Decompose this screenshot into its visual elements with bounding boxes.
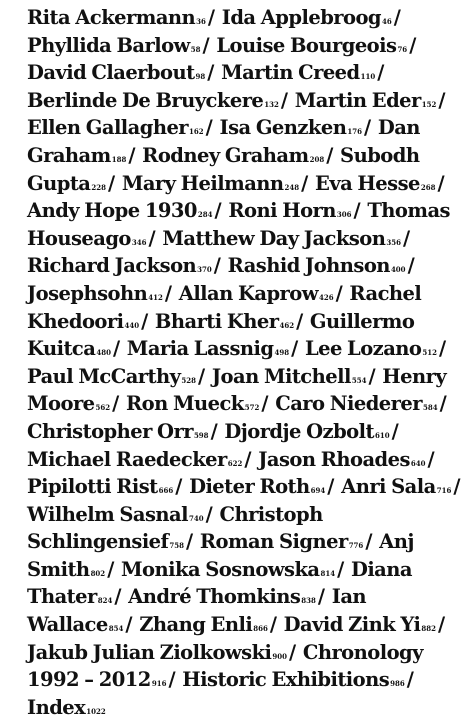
toc-entry-title: Andy Hope 1930 bbox=[27, 199, 197, 223]
toc-entry-page-number: 228 bbox=[91, 182, 106, 192]
toc-entry[interactable] bbox=[228, 199, 351, 222]
toc-entry[interactable] bbox=[126, 392, 259, 415]
toc-separator: / bbox=[205, 116, 213, 140]
toc-separator: / bbox=[164, 281, 172, 305]
toc-entry-page-number: 370 bbox=[197, 265, 212, 275]
toc-separator: / bbox=[261, 392, 268, 416]
toc-separator: / bbox=[353, 199, 361, 223]
toc-separator: / bbox=[377, 61, 384, 85]
toc-separator: / bbox=[205, 502, 213, 526]
toc-entry-page-number: 854 bbox=[108, 624, 124, 634]
toc-entry-page-number: 480 bbox=[96, 348, 111, 358]
toc-entry-page-number: 498 bbox=[274, 348, 290, 358]
toc-entry-title: David Claerbout bbox=[27, 61, 195, 85]
toc-entry-page-number: 916 bbox=[151, 679, 167, 689]
toc-separator: / bbox=[402, 226, 410, 250]
toc-entry[interactable] bbox=[179, 282, 334, 305]
toc-entry-page-number: 562 bbox=[95, 403, 111, 413]
toc-entry-title: Wilhelm Sasnal bbox=[27, 502, 189, 526]
toc-entry-title: Henry Moore bbox=[27, 364, 447, 416]
toc-entry-title: David Zink Yi bbox=[283, 613, 421, 637]
toc-entry[interactable] bbox=[315, 172, 436, 195]
toc-entry[interactable] bbox=[27, 696, 106, 719]
toc-separator: / bbox=[393, 6, 401, 29]
toc-entry-title: Joan Mitchell bbox=[211, 364, 351, 388]
toc-entry-title: Diana Thater bbox=[27, 557, 412, 609]
toc-entry-title: Bharti Kher bbox=[154, 309, 279, 333]
toc-entry[interactable] bbox=[27, 254, 212, 277]
toc-entry-page-number: 776 bbox=[348, 541, 364, 551]
toc-separator: / bbox=[439, 337, 446, 361]
toc-separator: / bbox=[439, 392, 447, 416]
toc-entry-title: Rachel Khedoori bbox=[27, 281, 422, 333]
toc-entry[interactable] bbox=[228, 254, 406, 277]
toc-separator: / bbox=[368, 364, 376, 388]
toc-entry[interactable] bbox=[128, 585, 316, 608]
toc-entry-title: Djordje Ozbolt bbox=[224, 419, 374, 443]
toc-entry[interactable] bbox=[275, 392, 437, 415]
toc-entry-title: Monika Sosnowska bbox=[121, 557, 320, 581]
table-of-contents bbox=[27, 6, 467, 723]
toc-entry-page-number: 46 bbox=[382, 17, 392, 26]
toc-separator: / bbox=[280, 88, 288, 112]
toc-separator: / bbox=[198, 364, 205, 388]
toc-entry-title: Louise Bourgeois bbox=[216, 33, 397, 57]
toc-entry-page-number: 622 bbox=[227, 458, 243, 468]
toc-separator: / bbox=[213, 254, 221, 278]
toc-entry[interactable] bbox=[127, 337, 289, 360]
toc-entry-title: André Thomkins bbox=[128, 585, 301, 609]
toc-entry-page-number: 284 bbox=[197, 210, 213, 220]
toc-separator: / bbox=[437, 613, 445, 637]
toc-entry-page-number: 188 bbox=[111, 154, 127, 164]
toc-entry-page-number: 346 bbox=[131, 237, 147, 247]
toc-entry-title: Anj Smith bbox=[27, 530, 414, 581]
toc-entry-title: Phyllida Barlow bbox=[27, 33, 190, 57]
toc-entry-page-number: 598 bbox=[193, 430, 209, 440]
toc-entry[interactable] bbox=[27, 61, 205, 84]
toc-entry[interactable] bbox=[220, 116, 363, 139]
toc-separator: / bbox=[128, 143, 135, 167]
toc-entry-page-number: 716 bbox=[436, 486, 452, 496]
toc-entry[interactable] bbox=[122, 172, 299, 195]
toc-entry-title: Matthew Day Jackson bbox=[162, 226, 386, 250]
toc-separator: / bbox=[437, 171, 445, 195]
toc-separator: / bbox=[301, 171, 308, 195]
toc-entry-title: Ron Mueck bbox=[125, 392, 244, 416]
toc-entry[interactable] bbox=[295, 89, 437, 112]
toc-entry[interactable] bbox=[27, 34, 201, 57]
toc-entry-page-number: 58 bbox=[190, 44, 201, 54]
toc-separator: / bbox=[289, 640, 296, 664]
toc-entry-title: Martin Eder bbox=[294, 88, 421, 112]
toc-entry[interactable] bbox=[139, 613, 268, 636]
toc-entry[interactable] bbox=[258, 448, 425, 471]
toc-separator: / bbox=[214, 199, 222, 223]
toc-separator: / bbox=[107, 557, 114, 581]
toc-entry[interactable] bbox=[284, 613, 436, 636]
toc-entry-title: Josephsohn bbox=[27, 281, 148, 305]
toc-separator: / bbox=[186, 530, 193, 554]
toc-separator: / bbox=[107, 171, 115, 195]
toc-separator: / bbox=[406, 668, 414, 692]
toc-entry-page-number: 814 bbox=[320, 568, 336, 578]
toc-entry[interactable] bbox=[182, 668, 405, 691]
toc-entry[interactable] bbox=[27, 116, 204, 139]
toc-entry-page-number: 412 bbox=[148, 292, 163, 302]
toc-entry-page-number: 610 bbox=[374, 430, 390, 440]
toc-separator: / bbox=[112, 392, 119, 416]
toc-entry-title: Michael Raedecker bbox=[27, 447, 227, 471]
toc-separator: / bbox=[125, 613, 132, 637]
toc-entry[interactable] bbox=[212, 365, 367, 388]
toc-separator: / bbox=[296, 309, 303, 333]
toc-entry-page-number: 554 bbox=[351, 375, 367, 385]
toc-entry-page-number: 740 bbox=[189, 513, 204, 523]
toc-entry-title: Dieter Roth bbox=[189, 475, 310, 499]
toc-entry-title: Allan Kaprow bbox=[178, 281, 318, 305]
toc-entry-page-number: 36 bbox=[196, 17, 206, 26]
toc-separator: / bbox=[317, 585, 325, 609]
toc-entry[interactable] bbox=[155, 310, 294, 333]
toc-entry-title: Index bbox=[27, 695, 86, 719]
toc-separator: / bbox=[148, 226, 156, 250]
toc-entry-title: Jakub Julian Ziolkowski bbox=[27, 640, 272, 664]
toc-entry-title: Dan Graham bbox=[27, 116, 420, 167]
toc-separator: / bbox=[202, 33, 210, 57]
toc-entry-title: Caro Niederer bbox=[275, 392, 422, 416]
toc-separator: / bbox=[141, 309, 148, 333]
toc-entry[interactable] bbox=[27, 199, 213, 222]
toc-entry[interactable] bbox=[27, 448, 242, 471]
toc-entry[interactable] bbox=[27, 89, 279, 112]
toc-entry-title: Subodh Gupta bbox=[27, 143, 420, 195]
toc-entry-title: Martin Creed bbox=[221, 61, 360, 85]
toc-separator: / bbox=[364, 116, 371, 140]
toc-entry-title: Richard Jackson bbox=[27, 254, 197, 278]
toc-entry-page-number: 666 bbox=[158, 486, 174, 496]
toc-entry-title: Ian Wallace bbox=[27, 585, 367, 637]
toc-entry-page-number: 986 bbox=[390, 679, 405, 689]
toc-entry[interactable] bbox=[121, 558, 335, 581]
toc-entry[interactable] bbox=[216, 34, 407, 57]
toc-entry-page-number: 572 bbox=[244, 403, 260, 413]
toc-separator: / bbox=[327, 475, 334, 499]
toc-entry-page-number: 132 bbox=[264, 99, 279, 109]
toc-entry-page-number: 824 bbox=[97, 596, 113, 606]
toc-entry-title: Isa Genzken bbox=[219, 116, 347, 140]
toc-entry-title: Guillermo Kuitca bbox=[27, 309, 415, 361]
toc-entry-page-number: 176 bbox=[347, 127, 363, 137]
toc-separator: / bbox=[438, 88, 445, 112]
toc-entry-title: Berlinde De Bruyckere bbox=[27, 88, 264, 112]
toc-entry-page-number: 426 bbox=[318, 292, 334, 302]
toc-separator: / bbox=[453, 475, 460, 499]
toc-entry-page-number: 838 bbox=[301, 596, 316, 606]
toc-separator: / bbox=[269, 613, 277, 637]
toc-separator: / bbox=[291, 337, 298, 361]
toc-separator: / bbox=[114, 585, 121, 609]
toc-entry-page-number: 162 bbox=[189, 127, 204, 137]
toc-entry-title: Rodney Graham bbox=[142, 143, 309, 167]
toc-entry[interactable] bbox=[221, 61, 375, 84]
toc-separator: / bbox=[175, 475, 182, 499]
toc-entry-title: Christopher Orr bbox=[27, 419, 193, 443]
toc-separator: / bbox=[427, 447, 435, 471]
toc-entry-page-number: 462 bbox=[279, 320, 295, 330]
toc-separator: / bbox=[409, 33, 416, 57]
toc-entry[interactable] bbox=[341, 475, 451, 498]
toc-separator: / bbox=[207, 61, 214, 85]
toc-separator: / bbox=[365, 530, 372, 554]
toc-entry[interactable] bbox=[27, 641, 287, 664]
toc-entry-title: Jason Rhoades bbox=[258, 447, 410, 471]
toc-entry[interactable] bbox=[200, 530, 363, 553]
toc-entry-page-number: 528 bbox=[181, 375, 197, 385]
toc-entry[interactable] bbox=[162, 227, 401, 250]
toc-separator: / bbox=[337, 557, 344, 581]
toc-entry-title: Historic Exhibitions bbox=[182, 668, 390, 692]
toc-separator: / bbox=[168, 668, 176, 692]
toc-entry[interactable] bbox=[27, 420, 209, 443]
toc-entry-title: Maria Lassnig bbox=[126, 337, 274, 361]
toc-entry-page-number: 512 bbox=[422, 348, 437, 358]
toc-entry-title: Roman Signer bbox=[199, 530, 348, 554]
toc-entry[interactable] bbox=[27, 475, 173, 498]
toc-entry[interactable] bbox=[27, 282, 163, 305]
toc-separator: / bbox=[112, 337, 120, 361]
toc-entry-title: Eva Hesse bbox=[315, 171, 420, 195]
toc-separator: / bbox=[335, 281, 343, 305]
toc-entry-page-number: 866 bbox=[253, 624, 268, 634]
toc-entry-page-number: 356 bbox=[386, 237, 401, 247]
toc-separator: / bbox=[407, 254, 415, 278]
toc-entry-page-number: 400 bbox=[390, 265, 406, 275]
toc-separator: / bbox=[207, 6, 215, 29]
toc-entry-page-number: 208 bbox=[309, 154, 325, 164]
toc-entry-title: Ida Applebroog bbox=[221, 6, 381, 29]
toc-entry-page-number: 584 bbox=[422, 403, 438, 413]
toc-entry[interactable] bbox=[305, 337, 437, 360]
toc-entry-page-number: 76 bbox=[397, 44, 408, 54]
toc-entry-page-number: 152 bbox=[421, 99, 437, 109]
toc-entry[interactable] bbox=[27, 6, 206, 29]
toc-separator: / bbox=[391, 419, 399, 443]
toc-entry-title: Mary Heilmann bbox=[121, 171, 284, 195]
toc-entry-title: Rashid Johnson bbox=[227, 254, 390, 278]
toc-entry-page-number: 110 bbox=[360, 72, 376, 82]
toc-entry-page-number: 900 bbox=[272, 651, 288, 661]
toc-entry-title: Lee Lozano bbox=[304, 337, 422, 361]
toc-entry-title: Chronology 1992 – 2012 bbox=[27, 640, 423, 692]
toc-entry[interactable] bbox=[142, 144, 324, 167]
toc-entry[interactable] bbox=[27, 365, 196, 388]
toc-separator: / bbox=[244, 447, 251, 471]
toc-entry-page-number: 694 bbox=[310, 486, 326, 496]
toc-entry-title: Anri Sala bbox=[341, 475, 436, 499]
toc-entry-page-number: 98 bbox=[195, 72, 206, 82]
toc-entry-page-number: 640 bbox=[410, 458, 426, 468]
toc-entry-title: Roni Horn bbox=[228, 199, 336, 223]
toc-entry-page-number: 248 bbox=[284, 182, 300, 192]
toc-entry-page-number: 802 bbox=[90, 568, 106, 578]
toc-entry-title: Pipilotti Rist bbox=[27, 475, 158, 499]
toc-entry-page-number: 306 bbox=[336, 210, 352, 220]
toc-entry-title: Rita Ackermann bbox=[27, 6, 196, 29]
toc-entry[interactable] bbox=[189, 475, 325, 498]
toc-entry-title: Paul McCarthy bbox=[27, 364, 181, 388]
toc-entry-page-number: 758 bbox=[169, 541, 185, 551]
toc-entry-title: Thomas Houseago bbox=[27, 199, 450, 250]
toc-entry[interactable] bbox=[224, 420, 389, 443]
toc-entry-page-number: 440 bbox=[124, 320, 140, 330]
toc-entry-title: Christoph Schlingensief bbox=[27, 502, 323, 554]
toc-entry[interactable] bbox=[27, 503, 204, 526]
toc-entry[interactable] bbox=[222, 6, 392, 29]
toc-entry-page-number: 268 bbox=[420, 182, 436, 192]
toc-entry-title: Ellen Gallagher bbox=[27, 116, 189, 140]
toc-entry-page-number: 882 bbox=[421, 624, 436, 634]
toc-separator: / bbox=[210, 419, 218, 443]
toc-entry-title: Zhang Enli bbox=[139, 613, 253, 637]
toc-separator: / bbox=[326, 143, 333, 167]
toc-entry-page-number: 1022 bbox=[86, 706, 106, 716]
